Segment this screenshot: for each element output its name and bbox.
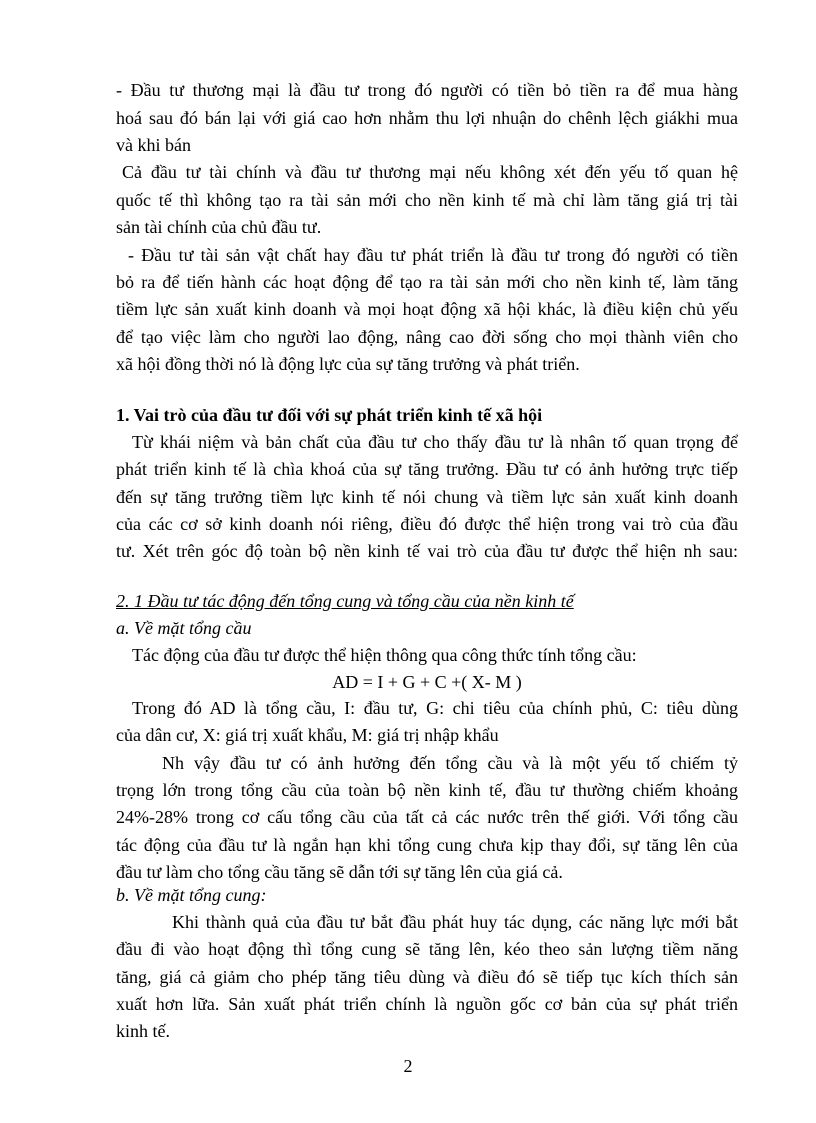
paragraph-line: đầu tư làm cho tổng cầu tăng sẽ dẫn tới sự tăng lên của giá cả. [116, 862, 563, 882]
paragraph-line: Khi thành quả của đầu tư bắt đầu phát huy tác dụng, các năng lực mới bắt [172, 912, 738, 932]
paragraph-line: trọng lớn trong tổng cầu của toàn bộ nền kinh tế, đầu tư thường chiếm khoảng [116, 780, 738, 800]
paragraph-line: hoá sau đó bán lại với giá cao hơn nhằm thu lợi nhuận do chênh lệch giákhi mua [116, 108, 738, 128]
paragraph-line: quốc tế thì không tạo ra tài sản mới cho nền kinh tế mà chỉ làm tăng giá trị tài [116, 190, 738, 210]
subsection-heading: 2. 1 Đầu tư tác động đến tổng cung và tổng cầu của nền kinh tế [116, 591, 574, 611]
paragraph-line: tăng, giá cả giảm cho phép tăng tiêu dùng và điều đó sẽ tiếp tục kích thích sản [116, 967, 738, 987]
formula: AD = I + G + C +( X- M ) [332, 672, 522, 692]
paragraph-line: 24%-28% trong cơ cấu tổng cầu của tất cả các nước trên thế giới. Với tổng cầu [116, 807, 738, 827]
paragraph-line: tác động của đầu tư là ngắn hạn khi tổng cung chưa kịp thay đổi, sự tăng lên của [116, 835, 738, 855]
paragraph-line: để tạo việc làm cho người lao động, nâng cao đời sống cho mọi thành viên cho [116, 327, 738, 347]
paragraph-line: Từ khái niệm và bản chất của đầu tư cho thấy đầu tư là nhân tố quan trọng để [132, 432, 738, 452]
paragraph-line: Tác động của đầu tư được thể hiện thông qua công thức tính tổng cầu: [132, 645, 637, 665]
paragraph-line: đến sự tăng trưởng tiềm lực kinh tế nói chung và tiềm lực sản xuất kinh doanh [116, 487, 738, 507]
paragraph-line: tiềm lực sản xuất kinh doanh và mọi hoạt động xã hội khác, là điều kiện chủ yếu [116, 299, 738, 319]
paragraph-line: - Đầu tư thương mại là đầu tư trong đó người có tiền bỏ tiền ra để mua hàng [116, 80, 738, 100]
paragraph-line: đầu đi vào hoạt động thì tổng cung sẽ tăng lên, kéo theo sản lượng tiềm năng [116, 939, 738, 959]
paragraph-line: Trong đó AD là tổng cầu, I: đầu tư, G: chi tiêu của chính phủ, C: tiêu dùng [132, 698, 738, 718]
paragraph-line: xã hội đồng thời nó là động lực của sự tăng trưởng và phát triển. [116, 354, 580, 374]
paragraph-line: và khi bán [116, 135, 191, 155]
subsection-label: a. Về mặt tổng cầu [116, 618, 252, 638]
page-number: 2 [403, 1056, 413, 1076]
paragraph-line: - Đầu tư tài sản vật chất hay đầu tư phát triển là đầu tư trong đó người có tiền [128, 245, 738, 265]
paragraph-line: Cả đầu tư tài chính và đầu tư thương mại nếu không xét đến yếu tố quan hệ [122, 162, 738, 182]
paragraph-line: bỏ ra để tiến hành các hoạt động để tạo ra tài sản mới cho nền kinh tế, làm tăng [116, 272, 738, 292]
paragraph-line: của các cơ sở kinh doanh nói riêng, điều đó được thể hiện trong vai trò của đầu [116, 514, 738, 534]
paragraph-line: Nh vậy đầu tư có ảnh hưởng đến tổng cầu và là một yếu tố chiếm tỷ [162, 753, 738, 773]
paragraph-line: kinh tế. [116, 1021, 170, 1041]
paragraph-line: tư. Xét trên góc độ toàn bộ nền kinh tế vai trò của đầu tư được thể hiện nh sau: [116, 541, 738, 561]
paragraph-line: sản tài chính của chủ đầu tư. [116, 217, 322, 237]
paragraph-line: của dân cư, X: giá trị xuất khẩu, M: giá trị nhập khẩu [116, 725, 499, 745]
subsection-label: b. Về mặt tổng cung: [116, 885, 267, 905]
paragraph-line: xuất hơn lữa. Sản xuất phát triển chính là nguồn gốc cơ bản của sự phát triển [116, 994, 738, 1014]
section-heading: 1. Vai trò của đầu tư đối với sự phát triển kinh tế xã hội [116, 405, 543, 425]
paragraph-line: phát triển kinh tế là chìa khoá của sự tăng trưởng. Đầu tư có ảnh hưởng trực tiếp [116, 459, 738, 479]
